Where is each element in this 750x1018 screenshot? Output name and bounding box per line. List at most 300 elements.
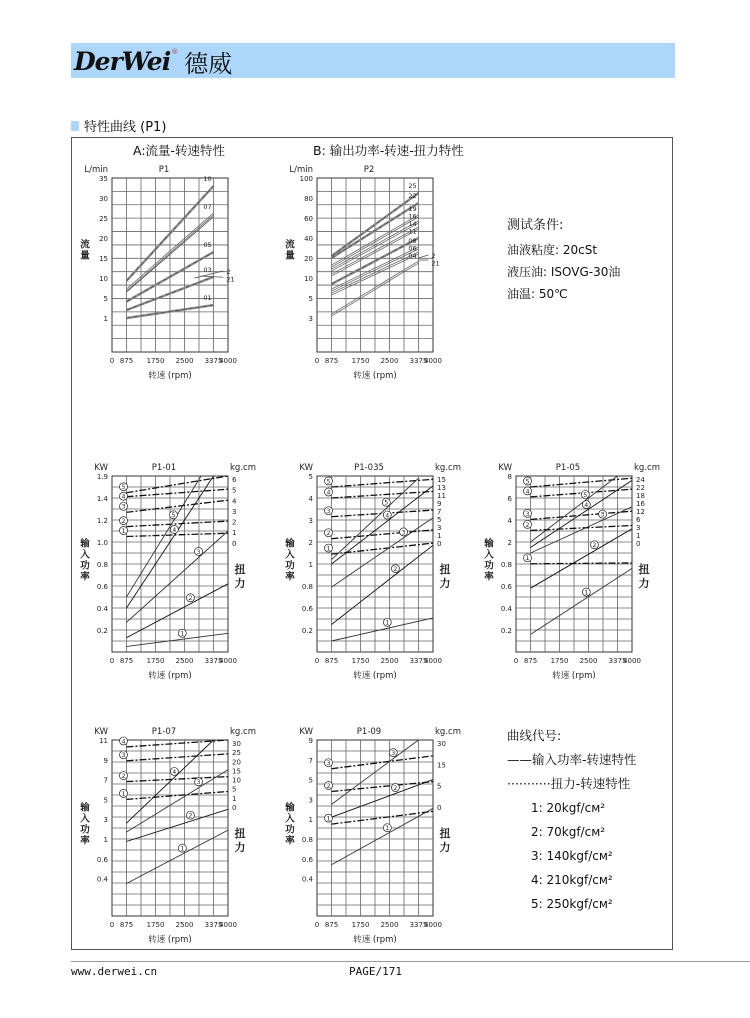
y-tick-label: 7 (103, 776, 108, 785)
y-tick-label: 4 (308, 495, 313, 503)
y-axis-label: 输 (285, 802, 295, 814)
y2-tick-label: 20 (232, 758, 241, 767)
torque-marker-label: 1 (121, 790, 126, 798)
series-label: 25 (408, 182, 417, 191)
y-unit-label: L/min (84, 165, 108, 175)
chart-p1-flow (78, 160, 278, 382)
y-tick-label: 1.0 (96, 539, 108, 547)
y-axis-label: 功 (80, 824, 90, 836)
y2-tick-label: 15 (232, 767, 241, 776)
test-condition-temp: 油温: 50℃ (507, 287, 568, 301)
power-line-3 (127, 531, 229, 622)
series-label: 21 (226, 275, 235, 284)
x-tick-label: 0 (314, 657, 320, 665)
chart-title: P1-01 (151, 463, 177, 473)
y2-tick-label: 30 (232, 740, 241, 748)
y-axis-label: 入 (285, 813, 295, 825)
torque-marker-label: 5 (121, 484, 126, 492)
torque-line-3 (127, 754, 229, 761)
y-tick-label: 20 (99, 235, 108, 244)
y2-tick-label: 25 (232, 749, 241, 758)
chart-group (79, 727, 256, 945)
power-marker-label: 3 (600, 511, 605, 519)
torque-line-1 (332, 811, 434, 824)
y-tick-label: 1 (308, 816, 313, 825)
power-line-2 (127, 809, 229, 841)
y-axis-label: 率 (80, 571, 90, 583)
y-axis-label: 入 (80, 549, 90, 561)
x-tick-label: 1750 (351, 921, 370, 929)
x-tick-label: 0 (314, 921, 320, 929)
y-unit-label: L/min (289, 165, 313, 175)
y-tick-label: 6 (507, 495, 512, 503)
x-tick-label: 1750 (146, 657, 165, 665)
power-marker-label: 5 (384, 499, 389, 507)
y-tick-label: 1 (103, 315, 108, 324)
power-line-1 (332, 618, 434, 641)
logo-chinese-text: 德威 (184, 49, 233, 78)
x-tick-label: 0 (513, 657, 519, 665)
y2-tick-label: 1 (636, 531, 641, 540)
x-tick-label: 4000 (424, 921, 442, 929)
legend-pressure-1: 1: 20kgf/cм² (531, 801, 606, 815)
series-label: 08 (408, 237, 417, 246)
x-axis-label: 转速 (rpm) (353, 935, 397, 945)
x-axis-label: 转速 (rpm) (353, 371, 397, 381)
y2-tick-label: 3 (636, 523, 641, 532)
power-marker-label: 4 (172, 768, 177, 776)
y2-axis-label: 力 (439, 576, 451, 590)
chart-title: P2 (363, 165, 375, 175)
y-tick-label: 9 (103, 756, 108, 765)
power-marker-label: 3 (401, 529, 406, 537)
x-axis-label: 转速 (rpm) (148, 671, 192, 681)
y2-tick-label: 15 (437, 761, 446, 770)
y-tick-label: 40 (304, 235, 313, 244)
torque-line-5 (531, 478, 633, 487)
y-tick-label: 0.4 (96, 875, 108, 884)
x-tick-label: 875 (324, 921, 339, 929)
y2-unit-label: kg.cm (230, 463, 256, 473)
chart-group (80, 165, 237, 381)
y-tick-label: 0.4 (301, 875, 313, 884)
x-tick-label: 4000 (424, 657, 442, 665)
chart-title: P1-07 (151, 727, 177, 737)
y-tick-label: 0.6 (301, 605, 313, 613)
registered-mark: ® (171, 48, 179, 56)
power-marker-label: 1 (180, 630, 185, 638)
series-label: 05 (203, 241, 212, 250)
y-axis-label: 率 (484, 571, 494, 583)
y2-tick-label: 0 (437, 539, 442, 548)
series-label: 03 (203, 265, 212, 274)
chart-title: P1-05 (555, 463, 581, 473)
power-marker-label: 2 (393, 784, 398, 792)
torque-marker-label: 3 (121, 503, 126, 511)
torque-line-3 (531, 511, 633, 519)
legend-solid: ——输入功率-转速特性 (507, 752, 637, 767)
torque-marker-label: 5 (525, 478, 530, 486)
y2-tick-label: 0 (636, 539, 641, 548)
y-tick-label: 3 (308, 796, 313, 805)
torque-marker-label: 3 (525, 510, 530, 518)
series-label: 06 (408, 244, 417, 253)
power-line-1 (531, 568, 633, 634)
torque-marker-label: 1 (121, 527, 126, 535)
x-tick-label: 3375 (204, 357, 223, 365)
power-marker-label: 1 (385, 825, 390, 833)
torque-marker-label: 4 (525, 488, 530, 496)
y-tick-label: 1 (103, 836, 108, 844)
y-axis-label: 功 (285, 560, 295, 572)
series-label: 01 (203, 294, 212, 303)
y2-tick-label: 1 (232, 529, 237, 538)
x-tick-label: 2500 (175, 657, 194, 665)
y2-tick-label: 6 (636, 515, 641, 524)
torque-marker-label: 1 (326, 545, 331, 553)
torque-line-2 (332, 782, 434, 792)
torque-marker-label: 3 (326, 508, 331, 516)
x-tick-label: 3375 (608, 657, 627, 665)
chart-title: P1 (158, 165, 170, 175)
y2-tick-label: 12 (636, 507, 645, 516)
x-tick-label: 2500 (175, 357, 194, 365)
chart-p1-09 (283, 722, 483, 947)
chart-title: P1-035 (354, 463, 384, 473)
y-tick-label: 0.2 (500, 627, 512, 635)
y2-tick-label: 3 (437, 523, 442, 532)
power-marker-label: 2 (188, 595, 193, 603)
chart-p1-035 (283, 458, 483, 683)
series-label: 16 (408, 212, 417, 221)
chart-group (483, 463, 660, 681)
y-axis-label: 流 (80, 239, 90, 251)
x-tick-label: 2500 (175, 921, 194, 929)
y-tick-label: 20 (304, 255, 313, 264)
y-tick-label: 3 (103, 816, 108, 825)
series-line-2 (419, 255, 429, 258)
x-axis-label: 转速 (rpm) (148, 935, 192, 945)
x-axis-label: 转速 (rpm) (353, 671, 397, 681)
y2-tick-label: 9 (437, 499, 442, 508)
y2-tick-label: 7 (437, 507, 442, 516)
torque-line-4 (332, 491, 434, 498)
y-axis-label: 量 (80, 250, 90, 262)
y-tick-label: 0.8 (500, 561, 512, 569)
y2-axis-label: 扭 (638, 562, 650, 576)
x-tick-label: 2500 (579, 657, 598, 665)
x-axis-label: 转速 (rpm) (148, 371, 192, 381)
legend-pressure-3: 3: 140kgf/cм² (531, 849, 613, 863)
power-marker-label: 1 (385, 619, 390, 627)
y2-tick-label: 16 (636, 499, 645, 508)
y-axis-label: 功 (80, 560, 90, 572)
power-marker-label: 5 (583, 491, 588, 499)
chart-p1-05 (482, 458, 672, 683)
y2-tick-label: 6 (232, 476, 237, 484)
torque-line-3 (127, 500, 229, 512)
y2-tick-label: 5 (232, 486, 237, 495)
torque-line-1 (127, 533, 229, 536)
torque-marker-label: 4 (326, 489, 331, 497)
y-tick-label: 5 (308, 776, 313, 785)
x-tick-label: 3375 (204, 657, 223, 665)
x-tick-label: 2500 (380, 357, 399, 365)
y-axis-label: 量 (285, 250, 295, 262)
y-tick-label: 0.8 (96, 561, 108, 569)
y2-tick-label: 4 (232, 497, 237, 506)
y-axis-label: 功 (285, 824, 295, 836)
y-axis-label: 率 (285, 835, 295, 847)
y-tick-label: 1.9 (96, 473, 108, 481)
curve-legend (507, 724, 637, 916)
footer-url: www.derwei.cn (71, 965, 158, 978)
y-tick-label: 0.4 (96, 605, 108, 613)
chart-group (284, 463, 461, 681)
y-tick-label: 0.8 (301, 836, 313, 844)
torque-marker-label: 1 (326, 815, 331, 823)
y2-tick-label: 1 (437, 531, 442, 540)
x-tick-label: 0 (109, 357, 115, 365)
y-unit-label: KW (498, 463, 512, 473)
chart-group (284, 727, 461, 945)
y-axis-label: 入 (285, 549, 295, 561)
power-marker-label: 3 (391, 750, 396, 758)
power-marker-label: 4 (385, 512, 390, 520)
y-tick-label: 0.6 (301, 855, 313, 864)
y-tick-label: 10 (304, 275, 313, 284)
series-label: 14 (408, 220, 417, 229)
y2-tick-label: 3 (232, 507, 237, 516)
x-tick-label: 4000 (219, 657, 237, 665)
y2-axis-label: 扭 (234, 826, 246, 840)
x-tick-label: 875 (119, 657, 134, 665)
chart-group (285, 165, 442, 381)
legend-title: 曲线代号: (507, 728, 562, 743)
torque-marker-label: 2 (326, 782, 331, 790)
y2-unit-label: kg.cm (634, 463, 660, 473)
torque-marker-label: 4 (121, 493, 126, 501)
y2-axis-label: 力 (234, 840, 246, 854)
y2-tick-label: 5 (437, 515, 442, 524)
series-label: 21 (431, 259, 440, 268)
y-tick-label: 5 (103, 796, 108, 805)
series-label: 10 (203, 175, 212, 184)
y-tick-label: 1 (308, 561, 313, 569)
y-axis-label: 输 (80, 538, 90, 550)
y-tick-label: 3 (308, 315, 313, 324)
y-tick-label: 60 (304, 215, 313, 224)
x-tick-label: 4000 (219, 357, 237, 365)
test-condition-viscosity: 油液粘度: 20cSt (507, 243, 598, 257)
torque-line-5 (127, 476, 229, 493)
y-axis-label: 功 (484, 560, 494, 572)
heading-b: B: 输出功率-转速-扭力特性 (313, 143, 464, 158)
y2-tick-label: 30 (437, 740, 446, 748)
section-bullet-icon (71, 121, 79, 131)
y2-tick-label: 5 (232, 785, 237, 794)
y-axis-label: 率 (80, 835, 90, 847)
y2-tick-label: 0 (232, 539, 237, 548)
power-marker-label: 3 (196, 548, 201, 556)
x-tick-label: 3375 (409, 357, 428, 365)
y-unit-label: KW (94, 463, 108, 473)
x-tick-label: 875 (119, 357, 134, 365)
torque-marker-label: 3 (121, 752, 126, 760)
y2-tick-label: 15 (437, 476, 446, 484)
chart-p2-flow (283, 160, 483, 382)
y-tick-label: 30 (99, 195, 108, 204)
section-title (71, 116, 166, 135)
torque-marker-label: 1 (525, 555, 530, 563)
power-line-3 (127, 770, 229, 832)
legend-pressure-5: 5: 250kgf/cм² (531, 897, 613, 911)
series-label: 2 (226, 267, 231, 276)
y2-axis-label: 扭 (439, 562, 451, 576)
torque-line-2 (127, 521, 229, 527)
x-tick-label: 1750 (550, 657, 569, 665)
torque-marker-label: 3 (326, 760, 331, 768)
series-label: 22 (408, 192, 417, 201)
logo-latin-text: DerWei (74, 46, 171, 76)
x-tick-label: 1750 (351, 357, 370, 365)
y-tick-label: 0.8 (301, 583, 313, 591)
power-line-2 (332, 545, 434, 624)
torque-line-3 (332, 510, 434, 520)
chart-p1-01 (78, 458, 278, 683)
test-conditions-title: 测试条件: (507, 218, 564, 233)
power-line-1 (127, 830, 229, 883)
y-tick-label: 100 (299, 175, 313, 183)
y2-unit-label: kg.cm (435, 727, 461, 737)
y-tick-label: 0.6 (96, 855, 108, 864)
power-marker-label: 5 (171, 512, 176, 520)
x-tick-label: 2500 (380, 921, 399, 929)
y-tick-label: 0.4 (500, 605, 512, 613)
legend-dashed: ···········扭力-转速特性 (507, 776, 631, 791)
y-tick-label: 2 (507, 539, 512, 547)
power-marker-label: 1 (584, 589, 589, 597)
y-tick-label: 3 (308, 517, 313, 525)
legend-pressure-2: 2: 70kgf/cм² (531, 825, 606, 839)
footer-divider (71, 961, 750, 962)
y2-tick-label: 18 (636, 491, 645, 500)
torque-line-5 (332, 479, 434, 487)
y2-unit-label: kg.cm (230, 727, 256, 737)
y-axis-label: 输 (80, 802, 90, 814)
y2-tick-label: 1 (232, 794, 237, 803)
y-unit-label: KW (94, 727, 108, 737)
y2-tick-label: 10 (232, 776, 241, 785)
y2-tick-label: 0 (232, 803, 237, 812)
y-tick-label: 0.6 (500, 583, 512, 591)
y-tick-label: 15 (99, 255, 108, 264)
power-line-1 (127, 630, 229, 646)
y-tick-label: 0.2 (301, 627, 313, 635)
y2-unit-label: kg.cm (435, 463, 461, 473)
x-tick-label: 3375 (409, 921, 428, 929)
y-axis-label: 率 (285, 571, 295, 583)
y-tick-label: 35 (99, 175, 108, 183)
power-marker-label: 1 (180, 845, 185, 853)
y-tick-label: 4 (507, 517, 512, 525)
test-conditions (507, 215, 620, 305)
y-unit-label: KW (299, 463, 313, 473)
x-tick-label: 4000 (424, 357, 442, 365)
y-axis-label: 入 (484, 549, 494, 561)
power-marker-label: 2 (188, 812, 193, 820)
x-tick-label: 4000 (219, 921, 237, 929)
series-label: 2 (431, 252, 436, 261)
y-tick-label: 11 (99, 737, 108, 745)
y-tick-label: 80 (304, 195, 313, 204)
torque-marker-label: 2 (525, 521, 530, 529)
y-tick-label: 0.2 (96, 627, 108, 635)
series-label: 07 (203, 203, 212, 212)
heading-a: A:流量-转速特性 (133, 143, 226, 158)
y-tick-label: 5 (308, 295, 313, 304)
power-marker-label: 2 (393, 566, 398, 574)
y-axis-label: 入 (80, 813, 90, 825)
y-tick-label: 10 (99, 275, 108, 284)
x-tick-label: 1750 (146, 921, 165, 929)
y2-axis-label: 扭 (234, 562, 246, 576)
power-marker-label: 3 (196, 779, 201, 787)
y-tick-label: 7 (308, 756, 313, 765)
footer-page-number: PAGE/171 (349, 965, 402, 978)
y-axis-label: 流 (285, 239, 295, 251)
y2-tick-label: 13 (437, 483, 446, 492)
x-tick-label: 0 (314, 357, 320, 365)
y2-tick-label: 22 (636, 483, 645, 492)
chart-group (79, 463, 256, 681)
series-label: 04 (408, 252, 417, 261)
y-tick-label: 1.4 (96, 495, 108, 503)
y-tick-label: 0.6 (96, 583, 108, 591)
x-tick-label: 875 (324, 357, 339, 365)
y-tick-label: 2 (308, 539, 313, 547)
x-tick-label: 875 (324, 657, 339, 665)
x-tick-label: 1750 (351, 657, 370, 665)
x-axis-label: 转速 (rpm) (552, 671, 596, 681)
series-label: 19 (408, 205, 417, 214)
power-marker-label: 4 (172, 526, 177, 534)
x-tick-label: 1750 (146, 357, 165, 365)
y-tick-label: 5 (308, 473, 313, 481)
y-tick-label: 9 (308, 737, 313, 745)
y2-tick-label: 0 (437, 803, 442, 812)
power-line-5 (127, 476, 202, 597)
y-tick-label: 5 (103, 295, 108, 304)
x-tick-label: 3375 (204, 921, 223, 929)
chart-title: P1-09 (356, 727, 382, 737)
y2-tick-label: 11 (437, 491, 446, 500)
y2-axis-label: 扭 (439, 826, 451, 840)
y2-tick-label: 5 (437, 782, 442, 791)
legend-pressure-4: 4: 210kgf/cм² (531, 873, 613, 887)
power-marker-label: 2 (592, 542, 597, 550)
y2-axis-label: 力 (234, 576, 246, 590)
y-tick-label: 8 (507, 473, 512, 481)
y-tick-label: 1.2 (96, 517, 108, 525)
y-axis-label: 输 (484, 538, 494, 550)
x-tick-label: 0 (109, 921, 115, 929)
x-tick-label: 875 (119, 921, 134, 929)
test-condition-oil: 液压油: ISOVG-30油 (507, 265, 621, 279)
torque-marker-label: 2 (121, 772, 126, 780)
x-tick-label: 3375 (409, 657, 428, 665)
y2-axis-label: 力 (638, 576, 650, 590)
